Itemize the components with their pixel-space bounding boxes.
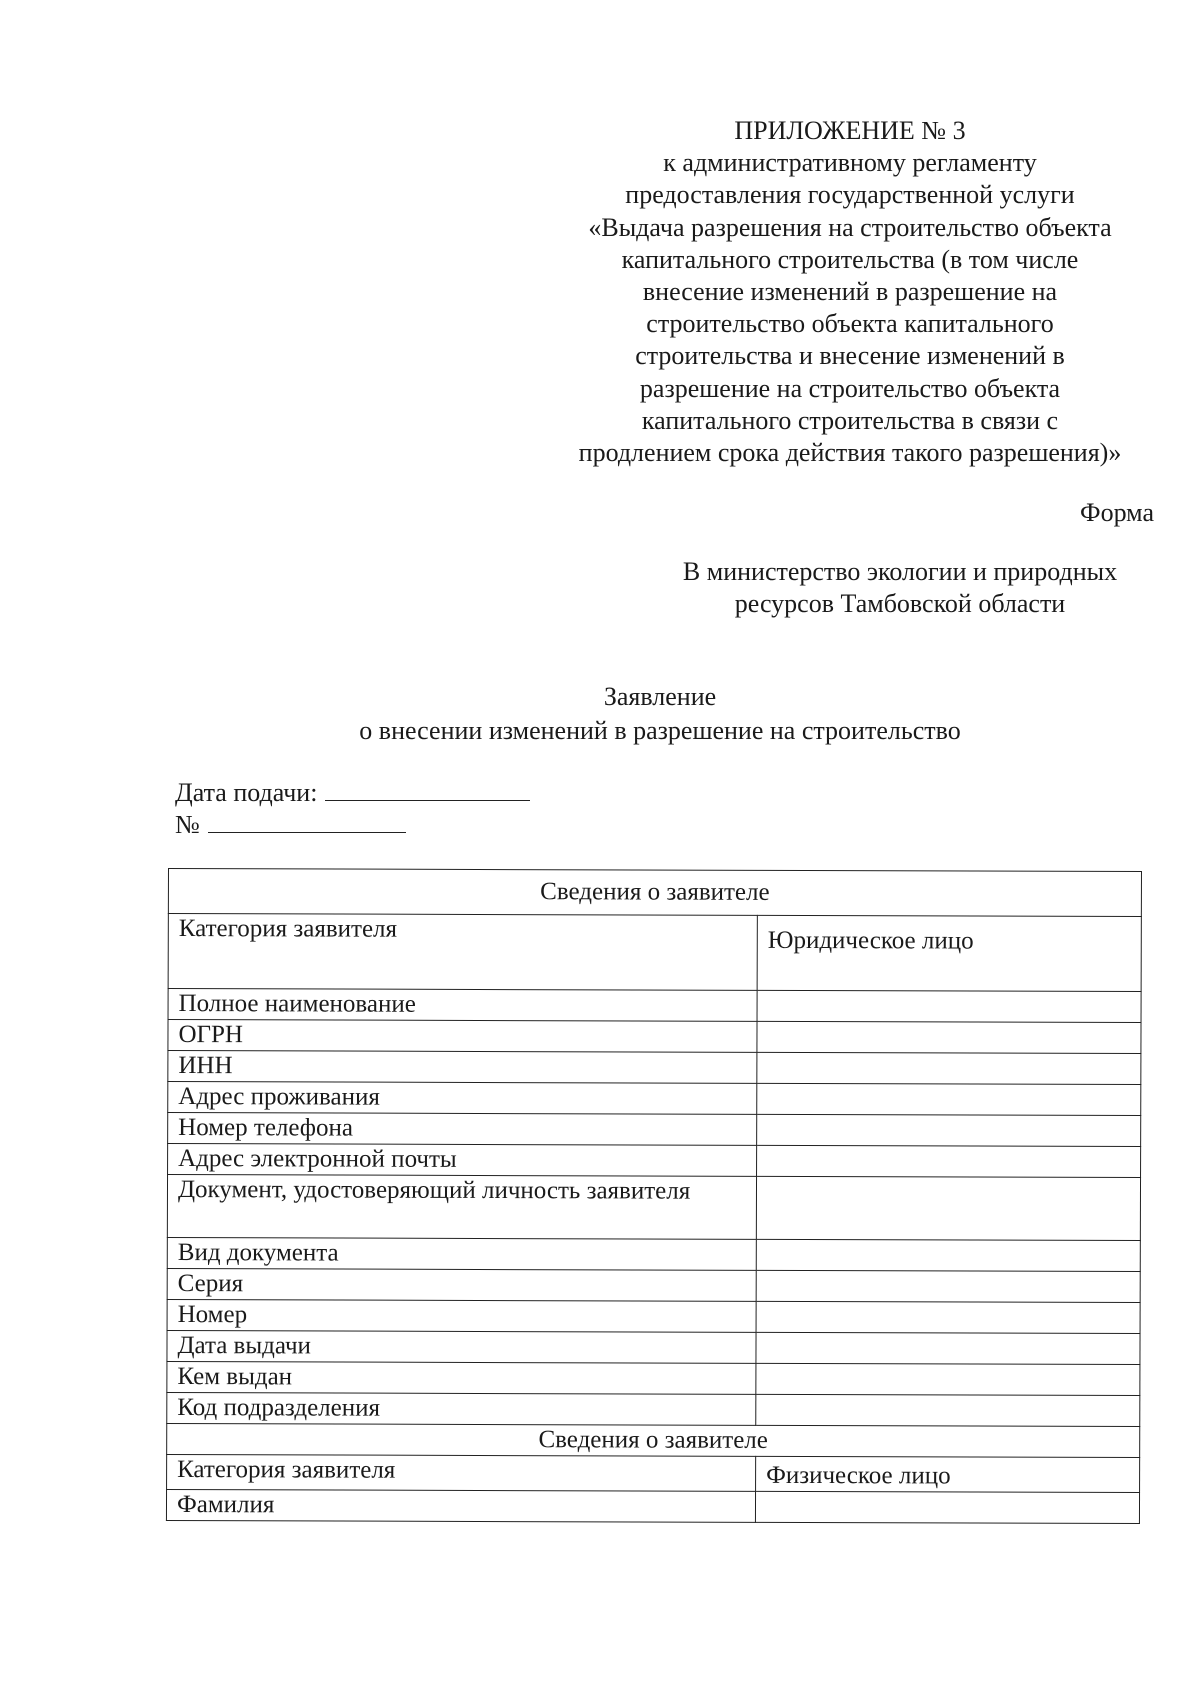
applicant-category-value: Физическое лицо: [756, 1456, 1140, 1492]
applicant-category-value: Юридическое лицо: [757, 915, 1141, 991]
appendix-line: «Выдача разрешения на строительство объекта: [588, 212, 1112, 242]
row-label: Полное наименование: [168, 989, 757, 1022]
addressee-line: В министерство экологии и природных: [682, 557, 1118, 586]
row-label: Адрес проживания: [168, 1082, 757, 1115]
row-label: Серия: [167, 1268, 756, 1301]
submission-date-line: [175, 778, 530, 808]
submission-date-label: Дата подачи:: [175, 778, 318, 807]
addressee: [640, 556, 1160, 620]
row-label: Дата выдачи: [167, 1330, 756, 1363]
addressee-line: ресурсов Тамбовской области: [734, 589, 1066, 618]
row-value-cell[interactable]: [756, 1363, 1140, 1395]
document-heading: [160, 680, 1160, 748]
row-label: Документ, удостоверяющий личность заявителя: [167, 1175, 756, 1240]
row-label: Номер телефона: [168, 1113, 757, 1146]
section-header-individual: Сведения о заявителе: [167, 1423, 1140, 1457]
row-label: ОГРН: [168, 1020, 757, 1053]
row-label: Вид документа: [167, 1237, 756, 1270]
row-value-cell[interactable]: [756, 1176, 1140, 1240]
applicant-category-label: Категория заявителя: [167, 1454, 756, 1491]
appendix-header: [540, 115, 1160, 469]
row-label: Код подразделения: [167, 1392, 756, 1425]
appendix-line: строительства и внесение изменений в: [635, 341, 1065, 371]
submission-number-blank[interactable]: [208, 831, 406, 833]
row-label: Номер: [167, 1299, 756, 1332]
row-value-cell[interactable]: [756, 1301, 1140, 1333]
row-label: ИНН: [168, 1051, 757, 1084]
document-subtitle: о внесении изменений в разрешение на строительство: [359, 716, 961, 745]
appendix-title: ПРИЛОЖЕНИЕ № 3: [734, 116, 966, 145]
appendix-line: предоставления государственной услуги: [625, 180, 1075, 210]
appendix-line: продлением срока действия такого разрешения)»: [578, 438, 1122, 468]
appendix-line: капитального строительства в связи с: [641, 405, 1059, 435]
row-label: Кем выдан: [167, 1361, 756, 1394]
form-label: Форма: [1080, 498, 1154, 527]
row-value-cell[interactable]: [756, 1270, 1140, 1302]
row-label: Адрес электронной почты: [168, 1144, 757, 1177]
row-value-cell[interactable]: [757, 1083, 1141, 1115]
submission-number-line: [175, 810, 406, 840]
submission-number-label: №: [175, 810, 200, 839]
row-value-cell[interactable]: [757, 1145, 1141, 1177]
row-value-cell[interactable]: [756, 1239, 1140, 1271]
applicant-category-label: Категория заявителя: [168, 914, 757, 991]
row-value-cell[interactable]: [756, 1394, 1140, 1426]
submission-date-blank[interactable]: [325, 799, 530, 801]
appendix-line: внесение изменений в разрешение на: [642, 277, 1058, 307]
row-value-cell[interactable]: [756, 1332, 1140, 1364]
row-value-cell[interactable]: [757, 1021, 1141, 1053]
row-value-cell[interactable]: [757, 990, 1141, 1022]
row-value-cell[interactable]: [757, 1114, 1141, 1146]
row-label: Фамилия: [166, 1489, 755, 1522]
appendix-line: к административному регламенту: [663, 148, 1037, 178]
document-title: Заявление: [603, 682, 717, 711]
appendix-line: капитального строительства (в том числе: [621, 244, 1079, 274]
appendix-line: строительство объекта капитального: [646, 309, 1054, 339]
section-header-legal: Сведения о заявителе: [168, 869, 1141, 917]
appendix-line: разрешение на строительство объекта: [639, 373, 1061, 403]
row-value-cell[interactable]: [755, 1491, 1139, 1523]
row-value-cell[interactable]: [757, 1052, 1141, 1084]
applicant-info-table: [166, 868, 1142, 1524]
